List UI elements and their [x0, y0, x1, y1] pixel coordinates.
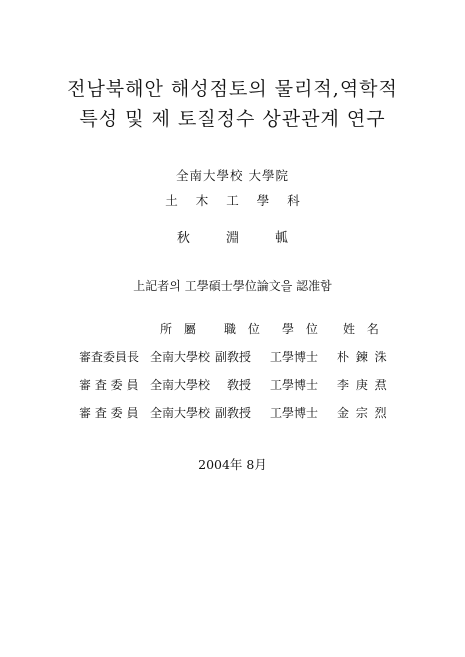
- committee-affiliation: 全南大學校: [150, 378, 211, 392]
- approval-statement: 上記者의 工學碩士學位論文을 認准함: [133, 279, 332, 293]
- committee-position: 敎授: [227, 378, 252, 392]
- committee-affiliation: 全南大學校: [150, 350, 211, 364]
- committee-header-row: [0, 320, 465, 338]
- committee-row: [0, 376, 465, 394]
- header-name: 姓 名: [343, 322, 379, 336]
- committee-role: 審 査 委 員: [79, 406, 139, 420]
- committee-degree: 工學博士: [270, 350, 319, 364]
- thesis-title-line-1: 전남북해안 해성점토의 물리적,역학적: [67, 78, 398, 100]
- committee-affiliation: 全南大學校: [150, 406, 211, 420]
- committee-degree: 工學博士: [270, 378, 319, 392]
- institution-name: 全南大學校 大學院: [176, 168, 289, 183]
- committee-role: 審 査 委 員: [79, 378, 139, 392]
- committee-name: 朴 鍊 洙: [337, 350, 387, 364]
- committee-role: 審査委員長: [79, 350, 140, 364]
- committee-name: 金 宗 烈: [337, 406, 387, 420]
- committee-name: 李 庚 焄: [337, 378, 387, 392]
- approval-date: 2004年 8月: [198, 457, 267, 472]
- header-affiliation: 所 屬: [160, 322, 196, 336]
- committee-row: [0, 348, 465, 366]
- header-position: 職 位: [224, 322, 260, 336]
- committee-position: 副敎授: [215, 350, 252, 364]
- thesis-title-line-2: 특성 및 제 토질정수 상관관계 연구: [79, 108, 386, 130]
- committee-position: 副敎授: [215, 406, 252, 420]
- department-name: 土 木 工 學 科: [165, 193, 300, 208]
- author-name: 秋 淵 㼊: [176, 231, 289, 246]
- header-degree: 學 位: [282, 322, 318, 336]
- committee-degree: 工學博士: [270, 406, 319, 420]
- committee-row: [0, 404, 465, 422]
